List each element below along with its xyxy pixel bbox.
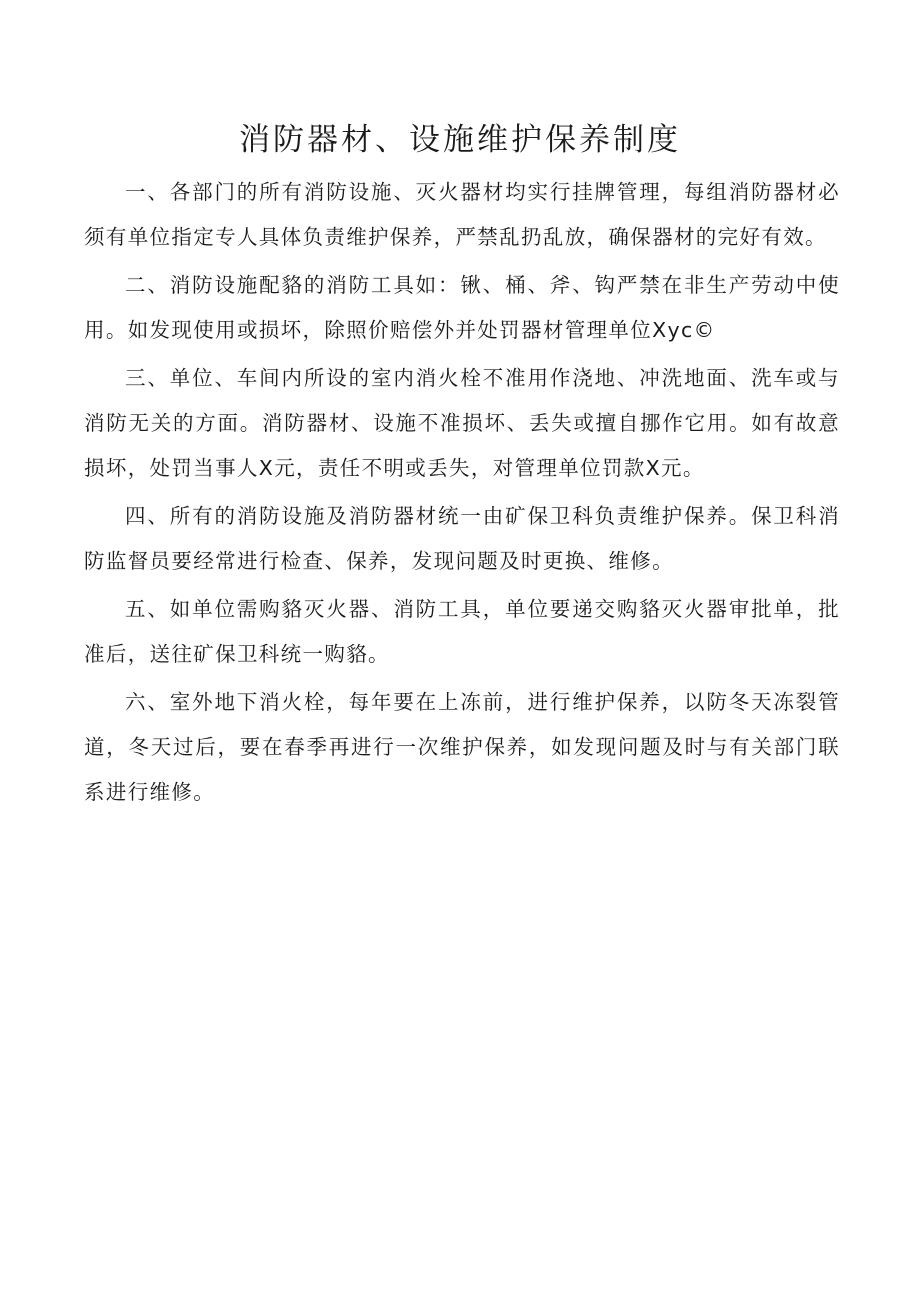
paragraph-3: 三、单位、车间内所设的室内消火栓不准用作浇地、冲洗地面、洗车或与消防无关的方面。消防器材、设施不准损坏、丢失或擅自挪作它用。如有故意损坏，处罚当事人X元，责任不明或丢失，对管理单位罚款X元。 <box>84 366 840 480</box>
document-title: 消防器材、设施维护保养制度 <box>239 122 681 158</box>
paragraph-1: 一、各部门的所有消防设施、灭火器材均实行挂牌管理，每组消防器材必须有单位指定专人具体负责维护保养，严禁乱扔乱放，确保器材的完好有效。 <box>84 180 840 249</box>
paragraph-5: 五、如单位需购貉灭火器、消防工具，单位要递交购貉灭火器审批单，批准后，送往矿保卫科统一购貉。 <box>84 597 840 666</box>
paragraph-6: 六、室外地下消火栓，每年要在上冻前，进行维护保养，以防冬天冻裂管道，冬天过后，要在春季再进行一次维护保养，如发现问题及时与有关部门联系进行维修。 <box>84 690 840 804</box>
paragraph-2: 二、消防设施配貉的消防工具如：锹、桶、斧、钩严禁在非生产劳动中使用。如发现使用或损坏，除照价赔偿外并处罚器材管理单位Xyc© <box>84 273 840 342</box>
document-body <box>84 170 840 818</box>
paragraph-4: 四、所有的消防设施及消防器材统一由矿保卫科负责维护保养。保卫科消防监督员要经常进行检查、保养，发现问题及时更换、维修。 <box>84 504 840 573</box>
